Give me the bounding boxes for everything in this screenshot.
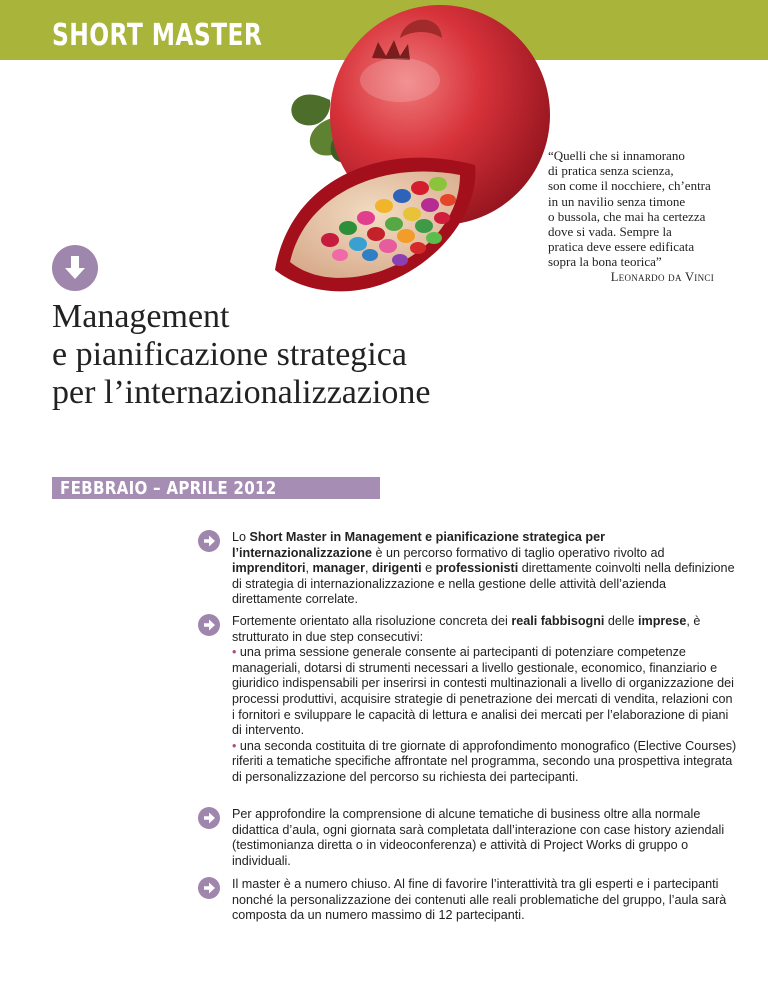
text-run: , <box>364 561 372 576</box>
text-run: Lo <box>232 530 250 544</box>
page-title <box>52 298 552 412</box>
quote-block <box>548 148 748 285</box>
sub-bullet: • <box>232 738 237 753</box>
date-bar <box>52 477 380 499</box>
brand-title: SHORT MASTER <box>52 18 263 53</box>
section-paragraph <box>232 614 738 645</box>
section-business <box>198 807 738 869</box>
text-run: Fortemente orientato alla risoluzione concreta dei <box>232 614 512 628</box>
arrow-right-icon <box>198 807 220 829</box>
text-run: delle <box>604 614 639 628</box>
section-paragraph: Il master è a numero chiuso. Al fine di favorire l’interattività tra gli esperti e i partecipanti nonché la personalizzazione dei contenuti alle reali problematiche del gruppo, l’aula sarà composta da un numero massimo di 12 partecipanti. <box>232 877 727 923</box>
section-closed-number <box>198 877 738 924</box>
section-intro <box>198 530 738 608</box>
quote-line: “Quelli che si innamorano <box>548 148 685 163</box>
arrow-down-icon <box>52 245 98 291</box>
arrow-right-icon <box>198 530 220 552</box>
quote-line: dove si vada. Sempre la <box>548 224 672 240</box>
text-run: , è strutturato in due step consecutivi: <box>232 614 701 644</box>
section-structure <box>198 614 738 786</box>
sub-item-text: una seconda costituita di tre giornate di approfondimento monografico (Elective Courses) riferiti a tematiche specifiche affrontate nel programma, secondo una prospettiva integrata di personalizzazione del percorso su richiesta dei partecipanti. <box>232 738 737 784</box>
sub-bullet: • <box>232 645 237 660</box>
text-run-bold: imprenditori <box>232 561 306 576</box>
quote-line: son come il nocchiere, ch’entra <box>548 178 711 194</box>
sub-item <box>232 645 738 739</box>
text-run-bold: dirigenti <box>371 561 422 576</box>
text-run-bold: manager <box>312 561 365 576</box>
quote-line: o bussola, che mai ha certezza <box>548 208 706 224</box>
section-paragraph: Per approfondire la comprensione di alcune tematiche di business oltre alla normale didattica d’aula, ogni giornata sarà completata dall’interazione con case history aziendali (testimonianza diretta o in videoconferenza) e attività di Project Works di gruppo o individuali. <box>232 807 725 868</box>
quote-line: di pratica senza scienza, <box>548 163 674 179</box>
sub-item <box>232 739 738 786</box>
text-run-bold: professionisti <box>435 561 519 576</box>
quote-author: Leonardo da Vinci <box>610 269 714 284</box>
text-run-bold: reali fabbisogni <box>511 614 605 628</box>
quote-line: pratica deve essere edificata <box>548 239 695 255</box>
text-run: è un percorso formativo di taglio operativo rivolto ad <box>371 545 665 560</box>
text-run: , <box>305 561 313 576</box>
title-line-1: Management <box>52 298 230 335</box>
text-run-bold: Short Master in Management e pianificazione strategica per l’internazionalizzazione <box>232 530 606 560</box>
text-run-bold: imprese <box>638 614 687 628</box>
arrow-right-icon <box>198 877 220 899</box>
title-line-3: per l’internazionalizzazione <box>52 374 431 411</box>
section-paragraph <box>232 530 738 608</box>
pomegranate-illustration <box>260 0 550 300</box>
text-run: e <box>421 561 436 576</box>
quote-line: in un navilio senza timone <box>548 193 686 209</box>
quote-line: sopra la bona teorica” <box>548 254 662 270</box>
title-line-2: e pianificazione strategica <box>52 336 407 373</box>
sub-item-text: una prima sessione generale consente ai partecipanti di potenziare competenze manageriali, dotarsi di strumenti necessari a livello gestionale, economico, finanziario e giuridico indispensabili per inserirsi in contesti multinazionali a livello di organizzazione dei processi produttivi, acquisire strategie di penetrazione dei mercati di vendita, relazioni con i fornitori e sviluppare le capacità di lettura e analisi dei mercati per l’elaborazione di piani di intervento. <box>232 645 734 738</box>
text-run: direttamente coinvolti nella definizione di strategia di internazionalizzazione e nella gestione delle attività dell’azienda direttamente correlate. <box>232 561 735 607</box>
date-range: FEBBRAIO – APRILE 2012 <box>60 478 277 499</box>
arrow-right-icon <box>198 614 220 636</box>
